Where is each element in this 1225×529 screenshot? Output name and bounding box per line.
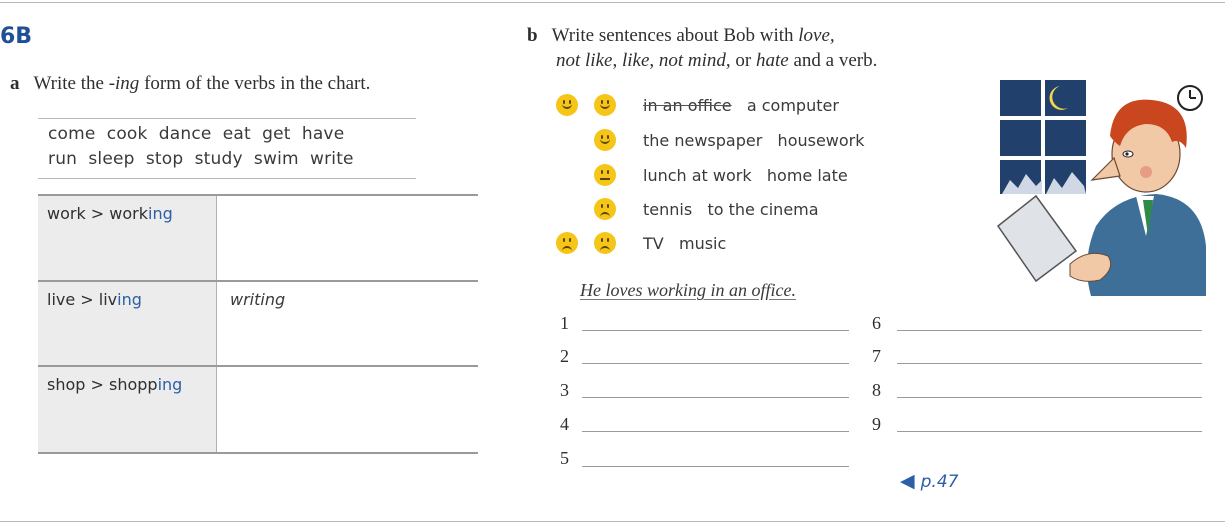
part-b-line-2-segment: not mind	[658, 50, 726, 71]
part-b-line-2-segment: like	[621, 50, 650, 71]
chart-top-rule	[38, 194, 478, 196]
answer-number-8: 8	[872, 380, 881, 400]
chart-row-1-base: work > work	[47, 204, 149, 223]
answer-number-5: 5	[560, 448, 569, 468]
answer-line-4[interactable]	[582, 431, 849, 432]
computer-monitor	[998, 196, 1076, 281]
part-a-text-italic: -ing	[108, 73, 140, 94]
part-b-line-2-segment: ,	[612, 50, 622, 71]
word-line-2: run sleep stop study swim write	[48, 149, 354, 169]
part-a-letter: a	[10, 73, 20, 94]
chart-row-rule-2	[38, 365, 478, 367]
prompt-row-1-text	[643, 96, 839, 115]
answer-number-2: 2	[560, 346, 569, 366]
part-b-line-2-segment: not like	[556, 50, 613, 71]
part-b-line-2	[556, 50, 877, 72]
answer-line-5[interactable]	[582, 466, 849, 467]
example-sentence: He loves working in an office.	[580, 280, 796, 300]
happy-face-icon	[556, 94, 578, 116]
chart-row-2-answer[interactable]: writing	[230, 290, 286, 309]
part-a-text-after: form of the verbs in the chart.	[139, 73, 371, 94]
happy-face-icon	[594, 94, 616, 116]
verb-chart	[38, 194, 478, 454]
answer-line-9[interactable]	[897, 431, 1202, 432]
answer-line-3[interactable]	[582, 397, 849, 398]
answer-line-8[interactable]	[897, 397, 1202, 398]
chart-row-3-label	[47, 375, 182, 394]
chart-row-3-ending: ing	[157, 375, 183, 394]
prompt-row-1-struck: in an office	[643, 96, 732, 115]
answer-line-7[interactable]	[897, 363, 1202, 364]
chart-column-divider	[216, 194, 217, 454]
word-line-1: come cook dance eat get have	[48, 124, 345, 144]
prompt-row-2-text: the newspaper housework	[643, 131, 865, 150]
answer-number-7: 7	[872, 346, 881, 366]
answer-line-2[interactable]	[582, 363, 849, 364]
happy-face-icon	[594, 129, 616, 151]
bob-at-computer-illustration	[996, 76, 1208, 296]
answer-number-6: 6	[872, 313, 881, 333]
prompt-row-5-text: TV music	[643, 234, 727, 253]
night-window	[998, 78, 1088, 196]
part-b-letter: b	[527, 25, 538, 46]
page-reference-text: p.47	[920, 472, 959, 492]
answer-number-3: 3	[560, 380, 569, 400]
prompt-row-3-text: lunch at work home late	[643, 166, 848, 185]
part-b-line-1	[552, 25, 835, 46]
part-b-instruction	[527, 25, 835, 47]
chart-row-2-base: live > liv	[47, 290, 118, 309]
part-a-text	[34, 73, 371, 94]
neutral-face-icon	[594, 164, 616, 186]
left-arrow-icon: ◀	[900, 470, 915, 492]
chart-shaded-column	[38, 194, 216, 454]
part-a-instruction	[10, 73, 370, 95]
sad-face-icon	[556, 232, 578, 254]
answer-line-1[interactable]	[582, 330, 849, 331]
chart-row-rule-1	[38, 280, 478, 282]
top-rule	[0, 2, 1225, 3]
page-reference[interactable]	[900, 470, 958, 492]
part-b-line-2-segment: , or	[725, 50, 756, 71]
chart-row-3-base: shop > shopp	[47, 375, 158, 394]
chart-row-1-label	[47, 204, 173, 223]
word-box-bottom-rule	[38, 178, 416, 179]
unit-heading: 6B	[0, 24, 33, 49]
chart-row-2-label	[47, 290, 142, 309]
part-b-line-2-segment: and a verb.	[788, 50, 878, 71]
prompt-row-1-rest: a computer	[731, 96, 839, 115]
part-b-line-2-segment: ,	[649, 50, 659, 71]
answer-number-4: 4	[560, 414, 569, 434]
answer-number-1: 1	[560, 313, 569, 333]
sad-face-icon	[594, 198, 616, 220]
answer-number-9: 9	[872, 414, 881, 434]
chart-bottom-rule	[38, 452, 478, 454]
clock-icon	[1178, 86, 1202, 110]
word-box-top-rule	[38, 118, 416, 119]
part-b-line-1-text: Write sentences about Bob with	[551, 25, 799, 46]
prompt-row-4-text: tennis to the cinema	[643, 200, 819, 219]
sad-face-icon	[594, 232, 616, 254]
part-b-line-2-segment: hate	[756, 50, 789, 71]
bottom-rule	[0, 521, 1225, 522]
part-b-line-1-italic: love,	[798, 25, 835, 46]
part-a-text-before: Write the	[33, 73, 109, 94]
chart-row-2-ending: ing	[117, 290, 142, 309]
answer-line-6[interactable]	[897, 330, 1202, 331]
chart-row-1-ending: ing	[148, 204, 173, 223]
